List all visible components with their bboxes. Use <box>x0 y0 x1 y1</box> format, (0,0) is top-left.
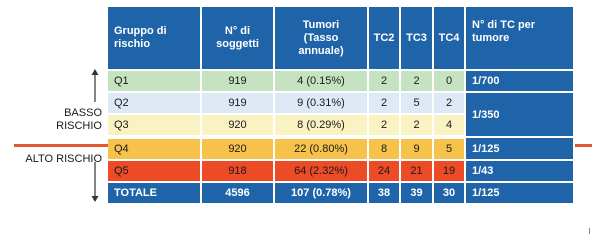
header-ntc <box>465 7 574 70</box>
header-row <box>108 7 574 70</box>
cell-tc4: 2 <box>433 92 465 114</box>
cell-subjects: 4596 <box>201 182 274 204</box>
cell-tc3: 39 <box>400 182 433 204</box>
cell-subjects: 919 <box>201 70 274 92</box>
cell-tc2: 2 <box>368 92 400 114</box>
table-row-q5 <box>108 160 574 182</box>
cell-tc4: 30 <box>433 182 465 204</box>
basso-label-line2: RISCHIO <box>56 120 102 132</box>
table-row-q1 <box>108 70 574 92</box>
basso-rischio-label <box>40 107 102 133</box>
header-gruppo-line2: rischio <box>114 38 151 50</box>
cell-group: Q1 <box>108 70 201 92</box>
basso-label-line1: BASSO <box>64 107 102 119</box>
cell-group: Q2 <box>108 92 201 114</box>
header-tumori-line3: annuale) <box>298 44 344 57</box>
cell-tumors: 4 (0.15%) <box>274 70 368 92</box>
cell-subjects: 920 <box>201 137 274 160</box>
cell-tumors: 64 (2.32%) <box>274 160 368 182</box>
header-tc3: TC3 <box>400 7 433 70</box>
cell-tumors: 9 (0.31%) <box>274 92 368 114</box>
header-ntc-line1: N° di TC per <box>472 19 536 31</box>
cell-subjects: 919 <box>201 92 274 114</box>
cell-group: Q3 <box>108 114 201 137</box>
cell-tc2: 2 <box>368 70 400 92</box>
header-tc2: TC2 <box>368 7 400 70</box>
cell-tc3: 9 <box>400 137 433 160</box>
cell-tc3: 21 <box>400 160 433 182</box>
header-tumori-line2: (Tasso <box>303 31 339 44</box>
cell-group: Q5 <box>108 160 201 182</box>
header-tumori <box>274 7 368 70</box>
header-soggetti <box>201 7 274 70</box>
cell-tc4: 19 <box>433 160 465 182</box>
risk-table <box>108 7 575 205</box>
header-tc4: TC4 <box>433 7 465 70</box>
cell-ntc: 1/700 <box>465 70 574 92</box>
corner-mark <box>589 228 590 234</box>
cell-subjects: 918 <box>201 160 274 182</box>
header-soggetti-line1: N° di <box>224 25 251 37</box>
cell-tumors: 8 (0.29%) <box>274 114 368 137</box>
table-row-total <box>108 182 574 204</box>
cell-tc3: 5 <box>400 92 433 114</box>
cell-ntc: 1/125 <box>465 182 574 204</box>
cell-tc4: 5 <box>433 137 465 160</box>
arrow-down-icon <box>91 162 99 202</box>
cell-ntc: 1/125 <box>465 137 574 160</box>
table-row-q2 <box>108 92 574 114</box>
cell-tc4: 0 <box>433 70 465 92</box>
cell-group: Q4 <box>108 137 201 160</box>
cell-tumors: 107 (0.78%) <box>274 182 368 204</box>
header-gruppo-line1: Gruppo di <box>114 25 167 37</box>
cell-ntc: 1/43 <box>465 160 574 182</box>
cell-subjects: 920 <box>201 114 274 137</box>
header-gruppo <box>108 7 201 70</box>
cell-tc2: 38 <box>368 182 400 204</box>
cell-tc2: 8 <box>368 137 400 160</box>
table-row-q4 <box>108 137 574 160</box>
cell-group: TOTALE <box>108 182 201 204</box>
header-tumori-line1: Tumori <box>302 18 340 31</box>
cell-tumors: 22 (0.80%) <box>274 137 368 160</box>
alto-rischio-label: ALTO RISCHIO <box>25 153 102 165</box>
cell-ntc: 1/350 <box>465 92 574 137</box>
cell-tc2: 24 <box>368 160 400 182</box>
cell-tc3: 2 <box>400 70 433 92</box>
header-soggetti-line2: soggetti <box>216 38 259 50</box>
header-ntc-line2: tumore <box>472 32 510 44</box>
cell-tc4: 4 <box>433 114 465 137</box>
arrow-up-icon <box>91 69 99 102</box>
cell-tc2: 2 <box>368 114 400 137</box>
cell-tc3: 2 <box>400 114 433 137</box>
